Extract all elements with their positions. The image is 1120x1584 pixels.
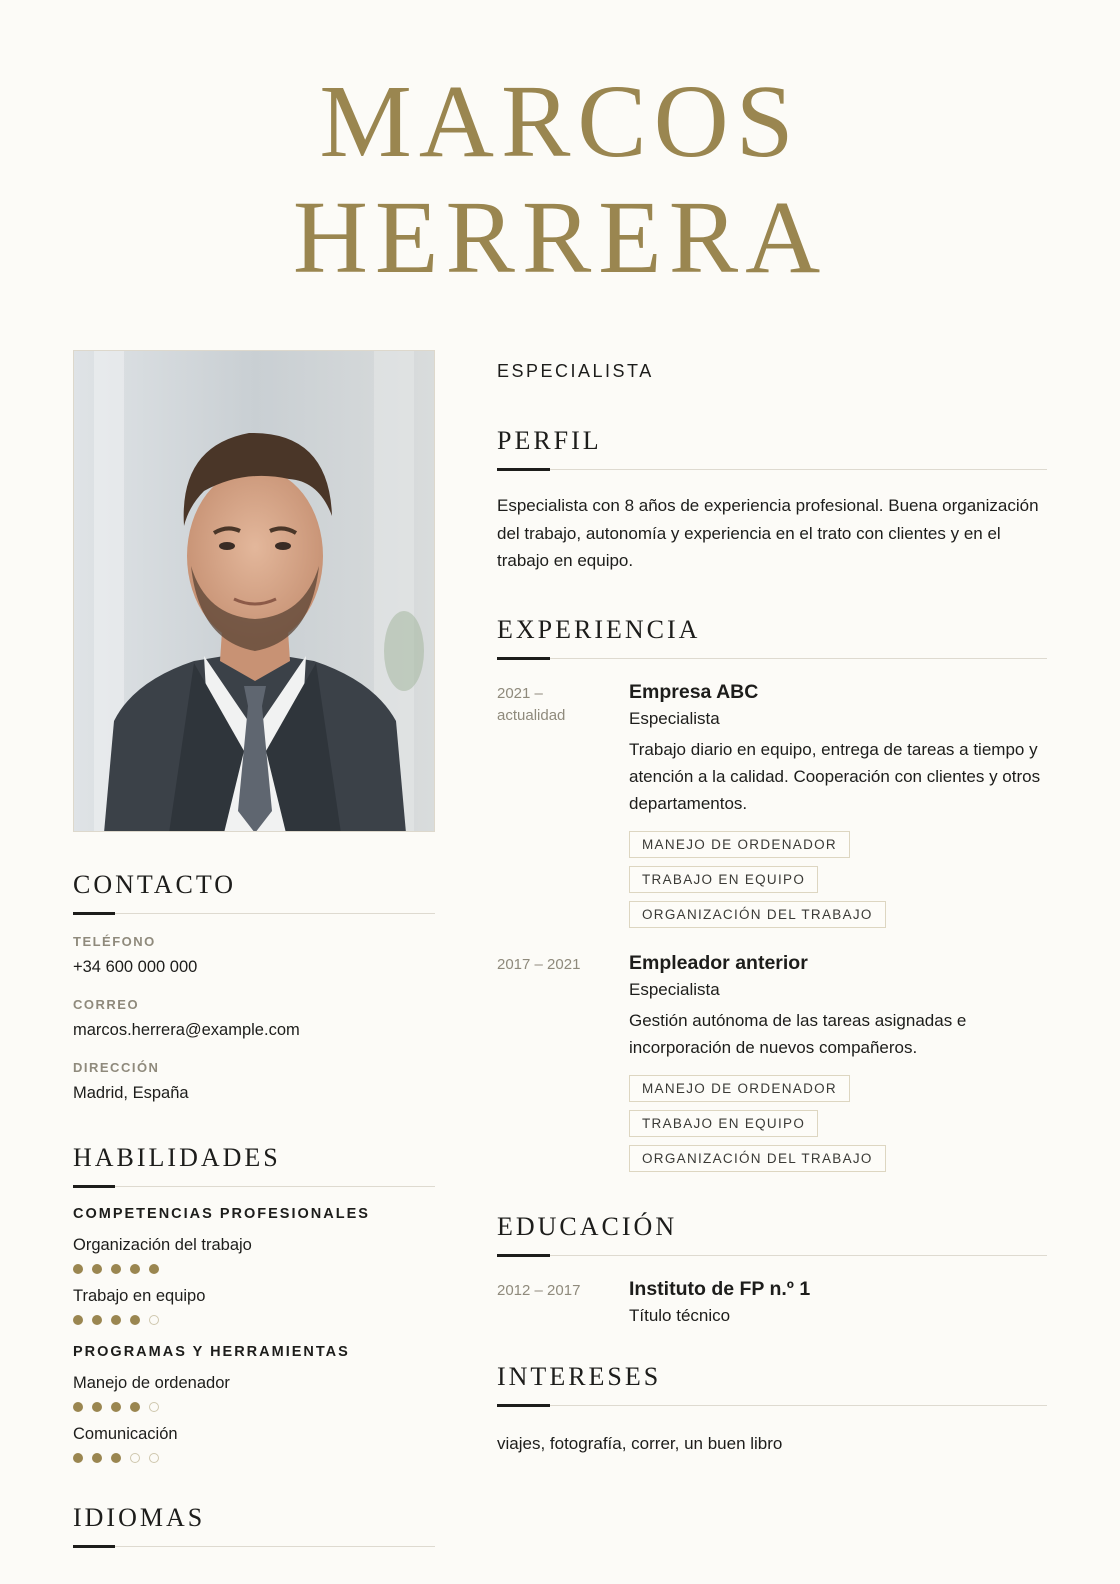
skill-name: Organización del trabajo [73, 1236, 252, 1254]
interests-text: viajes, fotografía, correr, un buen libro [497, 1433, 783, 1453]
profile-title: PERFIL [497, 426, 602, 455]
rating-dot-filled [130, 1264, 140, 1274]
portrait-image [74, 351, 435, 832]
job-dates [497, 681, 629, 928]
section-divider [73, 912, 435, 914]
contact-title: CONTACTO [73, 870, 237, 899]
skill-tag: TRABAJO EN EQUIPO [629, 866, 818, 893]
job-dates [497, 952, 629, 1172]
address-label: DIRECCIÓN [73, 1060, 160, 1075]
section-divider [73, 1185, 435, 1187]
rating-dot-filled [111, 1453, 121, 1463]
rating-dot-empty [130, 1453, 140, 1463]
education-degree: Título técnico [629, 1305, 731, 1325]
skill-rating [73, 1453, 435, 1463]
rating-dot-filled [73, 1453, 83, 1463]
job-tags [629, 831, 1047, 928]
skill-tag: ORGANIZACIÓN DEL TRABAJO [629, 1145, 886, 1172]
job-position: Especialista [629, 979, 720, 999]
languages-section [73, 1503, 435, 1547]
skills-section [73, 1143, 435, 1463]
section-divider [497, 657, 1047, 659]
section-divider [497, 1254, 1047, 1256]
rating-dot-empty [149, 1315, 159, 1325]
education-dates: 2012 – 2017 [497, 1281, 581, 1299]
phone-value[interactable]: +34 600 000 000 [73, 958, 198, 976]
rating-dot-filled [111, 1264, 121, 1274]
skills-group-title: COMPETENCIAS PROFESIONALES [73, 1206, 370, 1222]
profile-photo [73, 350, 435, 832]
rating-dot-filled [92, 1315, 102, 1325]
skill-name: Comunicación [73, 1425, 178, 1443]
education-title: EDUCACIÓN [497, 1211, 678, 1241]
skill-rating [73, 1402, 435, 1412]
section-divider [73, 1545, 435, 1547]
education-section [497, 1212, 1047, 1326]
rating-dot-filled [73, 1315, 83, 1325]
job-dates-start: 2021 – [497, 684, 543, 702]
rating-dot-empty [149, 1402, 159, 1412]
first-name: MARCOS [319, 64, 801, 179]
profile-section [497, 426, 1047, 575]
skill-tag: ORGANIZACIÓN DEL TRABAJO [629, 901, 886, 928]
interests-section [497, 1362, 1047, 1458]
rating-dot-filled [92, 1402, 102, 1412]
skills-group-title: PROGRAMAS Y HERRAMIENTAS [73, 1344, 350, 1360]
skill-name: Manejo de ordenador [73, 1374, 230, 1392]
job-tags [629, 1075, 1047, 1172]
phone-label: TELÉFONO [73, 934, 156, 949]
job-company: Empresa ABC [629, 680, 759, 703]
last-name: HERRERA [292, 180, 828, 295]
experience-entry [497, 681, 1047, 928]
job-description: Trabajo diario en equipo, entrega de tareas a tiempo y atención a la calidad. Cooperación con clientes y otros departamentos. [629, 739, 1041, 813]
experience-section [497, 615, 1047, 1172]
job-dates-end: actualidad [497, 706, 566, 724]
job-position: Especialista [629, 708, 720, 728]
experience-title: EXPERIENCIA [497, 614, 701, 644]
contact-section [73, 870, 435, 1103]
languages-title: IDIOMAS [73, 1503, 206, 1532]
rating-dot-filled [73, 1264, 83, 1274]
job-role: ESPECIALISTA [497, 361, 654, 381]
section-divider [497, 468, 1047, 470]
right-column [497, 350, 1047, 1457]
email-label: CORREO [73, 997, 140, 1012]
skill-rating [73, 1264, 435, 1274]
job-dates-start: 2017 – 2021 [497, 955, 581, 973]
profile-text: Especialista con 8 años de experiencia profesional. Buena organización del trabajo, autonomía y experiencia en el trato con clientes y en el trabajo en equipo. [497, 496, 1039, 570]
section-divider [497, 1404, 1047, 1406]
rating-dot-empty [149, 1453, 159, 1463]
rating-dot-filled [130, 1315, 140, 1325]
rating-dot-filled [92, 1453, 102, 1463]
job-description: Gestión autónoma de las tareas asignadas e incorporación de nuevos compañeros. [629, 1010, 967, 1057]
rating-dot-filled [111, 1315, 121, 1325]
rating-dot-filled [92, 1264, 102, 1274]
interests-title: INTERESES [497, 1361, 662, 1391]
skill-tag: MANEJO DE ORDENADOR [629, 1075, 850, 1102]
skill-name: Trabajo en equipo [73, 1287, 206, 1305]
skill-tag: TRABAJO EN EQUIPO [629, 1110, 818, 1137]
left-column [73, 350, 435, 1547]
name-header [0, 64, 1120, 296]
rating-dot-filled [111, 1402, 121, 1412]
rating-dot-filled [149, 1264, 159, 1274]
skills-title: HABILIDADES [73, 1143, 281, 1172]
experience-entry [497, 952, 1047, 1172]
rating-dot-filled [73, 1402, 83, 1412]
skill-rating [73, 1315, 435, 1325]
education-entry [497, 1278, 1047, 1326]
skill-tag: MANEJO DE ORDENADOR [629, 831, 850, 858]
education-school: Instituto de FP n.º 1 [629, 1277, 811, 1300]
address-value: Madrid, España [73, 1084, 189, 1102]
job-company: Empleador anterior [629, 951, 808, 974]
rating-dot-filled [130, 1402, 140, 1412]
email-value[interactable]: marcos.herrera@example.com [73, 1021, 300, 1039]
